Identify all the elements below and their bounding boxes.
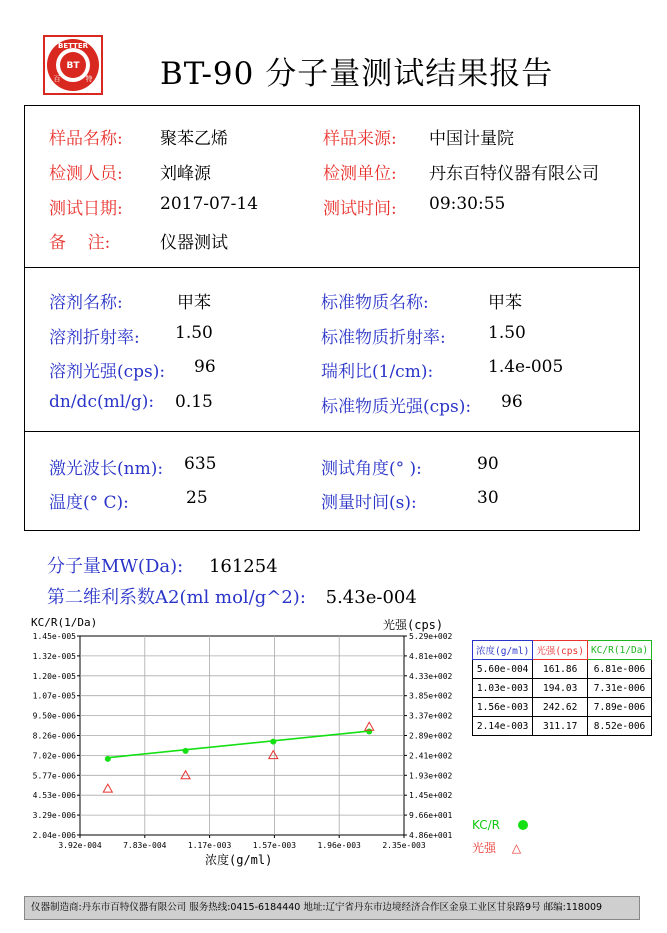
logo-left-char: 百 bbox=[53, 75, 61, 83]
x-tick-label: 7.83e-004 bbox=[123, 841, 167, 850]
std-name-value: 甲苯 bbox=[488, 293, 522, 313]
plot-area bbox=[80, 636, 404, 835]
x-tick-label: 1.57e-003 bbox=[252, 841, 297, 850]
std-intensity-label: 标准物质光强(cps): bbox=[321, 397, 472, 417]
left-tick-label: 1.07e-005 bbox=[32, 691, 76, 701]
std-name-label: 标准物质名称: bbox=[321, 293, 429, 313]
solvent-name-label: 溶剂名称: bbox=[49, 293, 123, 313]
temperature-value: 25 bbox=[186, 488, 208, 508]
legend-triangle-icon: △ bbox=[511, 841, 522, 855]
left-tick-label: 7.02e-006 bbox=[32, 751, 76, 761]
x-tick-label: 2.35e-003 bbox=[382, 841, 426, 850]
right-tick-label: 4.33e+002 bbox=[409, 671, 453, 681]
sample-source-value: 中国计量院 bbox=[429, 129, 514, 149]
kcr-fit-line bbox=[108, 731, 369, 758]
kcr-data-point bbox=[105, 756, 111, 762]
solvent-name-value: 甲苯 bbox=[177, 293, 211, 313]
tester-value: 刘峰源 bbox=[160, 164, 211, 184]
legend-circle-icon bbox=[518, 820, 528, 830]
left-tick-label: 1.20e-005 bbox=[32, 671, 76, 681]
x-tick-label: 1.96e-003 bbox=[317, 841, 361, 850]
std-ri-label: 标准物质折射率: bbox=[321, 328, 446, 348]
left-tick-label: 4.53e-006 bbox=[32, 791, 76, 801]
cell-intensity: 242.62 bbox=[533, 698, 588, 717]
std-ri-value: 1.50 bbox=[488, 323, 526, 343]
sample-name-label: 样品名称: bbox=[49, 129, 123, 149]
logo-center-text: BT bbox=[66, 61, 80, 71]
mw-label: 分子量MW(Da): bbox=[47, 556, 184, 577]
table-row bbox=[473, 679, 652, 698]
footer-manufacturer-info: 仪器制造商:丹东市百特仪器有限公司 服务热线:0415-6184440 地址:辽宁省丹东市边境经济合作区金泉工业区甘泉路9号 邮编:118009 bbox=[24, 896, 640, 920]
laser-info-section bbox=[24, 431, 640, 531]
test-unit-label: 检测单位: bbox=[323, 164, 397, 184]
header-concentration: 浓度(g/ml) bbox=[473, 641, 533, 660]
intensity-data-point bbox=[103, 784, 112, 792]
rayleigh-value: 1.4e-005 bbox=[488, 357, 564, 377]
legend-kcr bbox=[472, 818, 528, 832]
cell-concentration: 5.60e-004 bbox=[473, 660, 533, 679]
a2-value: 5.43e-004 bbox=[325, 587, 417, 608]
solvent-ri-label: 溶剂折射率: bbox=[49, 328, 140, 348]
note-label: 备 注: bbox=[49, 233, 111, 253]
kcr-data-point bbox=[183, 748, 189, 754]
right-tick-label: 1.93e+002 bbox=[409, 771, 453, 781]
cell-intensity: 194.03 bbox=[533, 679, 588, 698]
company-logo bbox=[43, 35, 103, 95]
test-unit-value: 丹东百特仪器有限公司 bbox=[429, 164, 599, 184]
dndc-value: 0.15 bbox=[175, 392, 213, 412]
report-title: BT-90 分子量测试结果报告 bbox=[160, 56, 554, 92]
solvent-intensity-value: 96 bbox=[194, 357, 216, 377]
right-tick-label: 2.89e+002 bbox=[409, 731, 453, 741]
left-tick-label: 8.26e-006 bbox=[32, 731, 76, 741]
right-tick-label: 3.37e+002 bbox=[409, 711, 453, 721]
cell-concentration: 2.14e-003 bbox=[473, 717, 533, 736]
rayleigh-label: 瑞利比(1/cm): bbox=[321, 362, 434, 382]
table-row bbox=[473, 717, 652, 736]
table-header-row bbox=[473, 641, 652, 660]
right-tick-label: 1.45e+002 bbox=[409, 791, 453, 801]
x-tick-label: 3.92e-004 bbox=[58, 841, 102, 850]
cell-kcr: 7.31e-006 bbox=[587, 679, 651, 698]
cell-kcr: 6.81e-006 bbox=[587, 660, 651, 679]
right-tick-label: 4.86e+001 bbox=[409, 831, 453, 840]
solvent-intensity-label: 溶剂光强(cps): bbox=[49, 362, 166, 382]
right-tick-label: 5.29e+002 bbox=[409, 632, 453, 641]
left-axis-title: KC/R(1/Da) bbox=[31, 616, 98, 629]
left-tick-label: 1.45e-005 bbox=[32, 632, 76, 641]
intensity-data-point bbox=[269, 751, 278, 759]
intensity-data-point bbox=[181, 771, 190, 779]
legend-intensity-label: 光强 bbox=[472, 841, 497, 855]
cell-kcr: 8.52e-006 bbox=[587, 717, 651, 736]
left-tick-label: 2.04e-006 bbox=[32, 831, 76, 840]
test-date-value: 2017-07-14 bbox=[160, 194, 259, 214]
mw-value: 161254 bbox=[208, 556, 278, 577]
angle-label: 测试角度(° ): bbox=[321, 459, 422, 479]
table-row bbox=[473, 698, 652, 717]
duration-label: 测量时间(s): bbox=[321, 493, 417, 513]
note-value: 仪器测试 bbox=[160, 233, 228, 253]
std-intensity-value: 96 bbox=[501, 392, 523, 412]
solvent-info-section bbox=[24, 267, 640, 432]
wavelength-label: 激光波长(nm): bbox=[49, 459, 164, 479]
intensity-data-point bbox=[365, 722, 374, 730]
right-axis-title: 光强(cps) bbox=[383, 618, 444, 632]
header-kcr: KC/R(1/Da) bbox=[587, 641, 651, 660]
tester-label: 检测人员: bbox=[49, 164, 123, 184]
a2-label: 第二维利系数A2(ml mol/g^2): bbox=[47, 587, 306, 608]
cell-kcr: 7.89e-006 bbox=[587, 698, 651, 717]
left-tick-label: 5.77e-006 bbox=[32, 771, 76, 781]
left-tick-label: 1.32e-005 bbox=[32, 651, 76, 661]
sample-source-label: 样品来源: bbox=[323, 129, 397, 149]
solvent-ri-value: 1.50 bbox=[175, 323, 213, 343]
x-axis-title: 浓度(g/ml) bbox=[205, 853, 273, 867]
test-time-label: 测试时间: bbox=[323, 199, 397, 219]
cell-intensity: 311.17 bbox=[533, 717, 588, 736]
test-date-label: 测试日期: bbox=[49, 199, 123, 219]
legend-kcr-label: KC/R bbox=[472, 818, 500, 832]
table-row bbox=[473, 660, 652, 679]
kcr-data-point bbox=[270, 739, 276, 745]
molecular-weight bbox=[47, 552, 278, 578]
cell-concentration: 1.03e-003 bbox=[473, 679, 533, 698]
cell-concentration: 1.56e-003 bbox=[473, 698, 533, 717]
kcr-data-point bbox=[366, 729, 372, 735]
right-tick-label: 9.66e+001 bbox=[409, 811, 453, 821]
logo-right-char: 特 bbox=[85, 75, 93, 83]
sample-info-section bbox=[24, 105, 640, 268]
cell-intensity: 161.86 bbox=[533, 660, 588, 679]
header-intensity: 光强(cps) bbox=[533, 641, 588, 660]
logo-top-text: BETTER bbox=[58, 42, 88, 50]
temperature-label: 温度(° C): bbox=[49, 493, 129, 513]
second-virial-coefficient bbox=[47, 583, 417, 609]
sample-name-value: 聚苯乙烯 bbox=[160, 129, 228, 149]
duration-value: 30 bbox=[477, 488, 499, 508]
wavelength-value: 635 bbox=[184, 454, 217, 474]
dndc-label: dn/dc(ml/g): bbox=[49, 392, 155, 412]
x-tick-label: 1.17e-003 bbox=[187, 841, 232, 850]
left-tick-label: 3.29e-006 bbox=[32, 811, 76, 821]
angle-value: 90 bbox=[477, 454, 499, 474]
test-time-value: 09:30:55 bbox=[429, 194, 506, 214]
right-tick-label: 3.85e+002 bbox=[409, 691, 453, 701]
right-tick-label: 4.81e+002 bbox=[409, 651, 453, 661]
left-tick-label: 9.50e-006 bbox=[32, 711, 76, 721]
measurement-table bbox=[472, 640, 652, 736]
right-tick-label: 2.41e+002 bbox=[409, 751, 453, 761]
legend-intensity bbox=[472, 839, 521, 856]
